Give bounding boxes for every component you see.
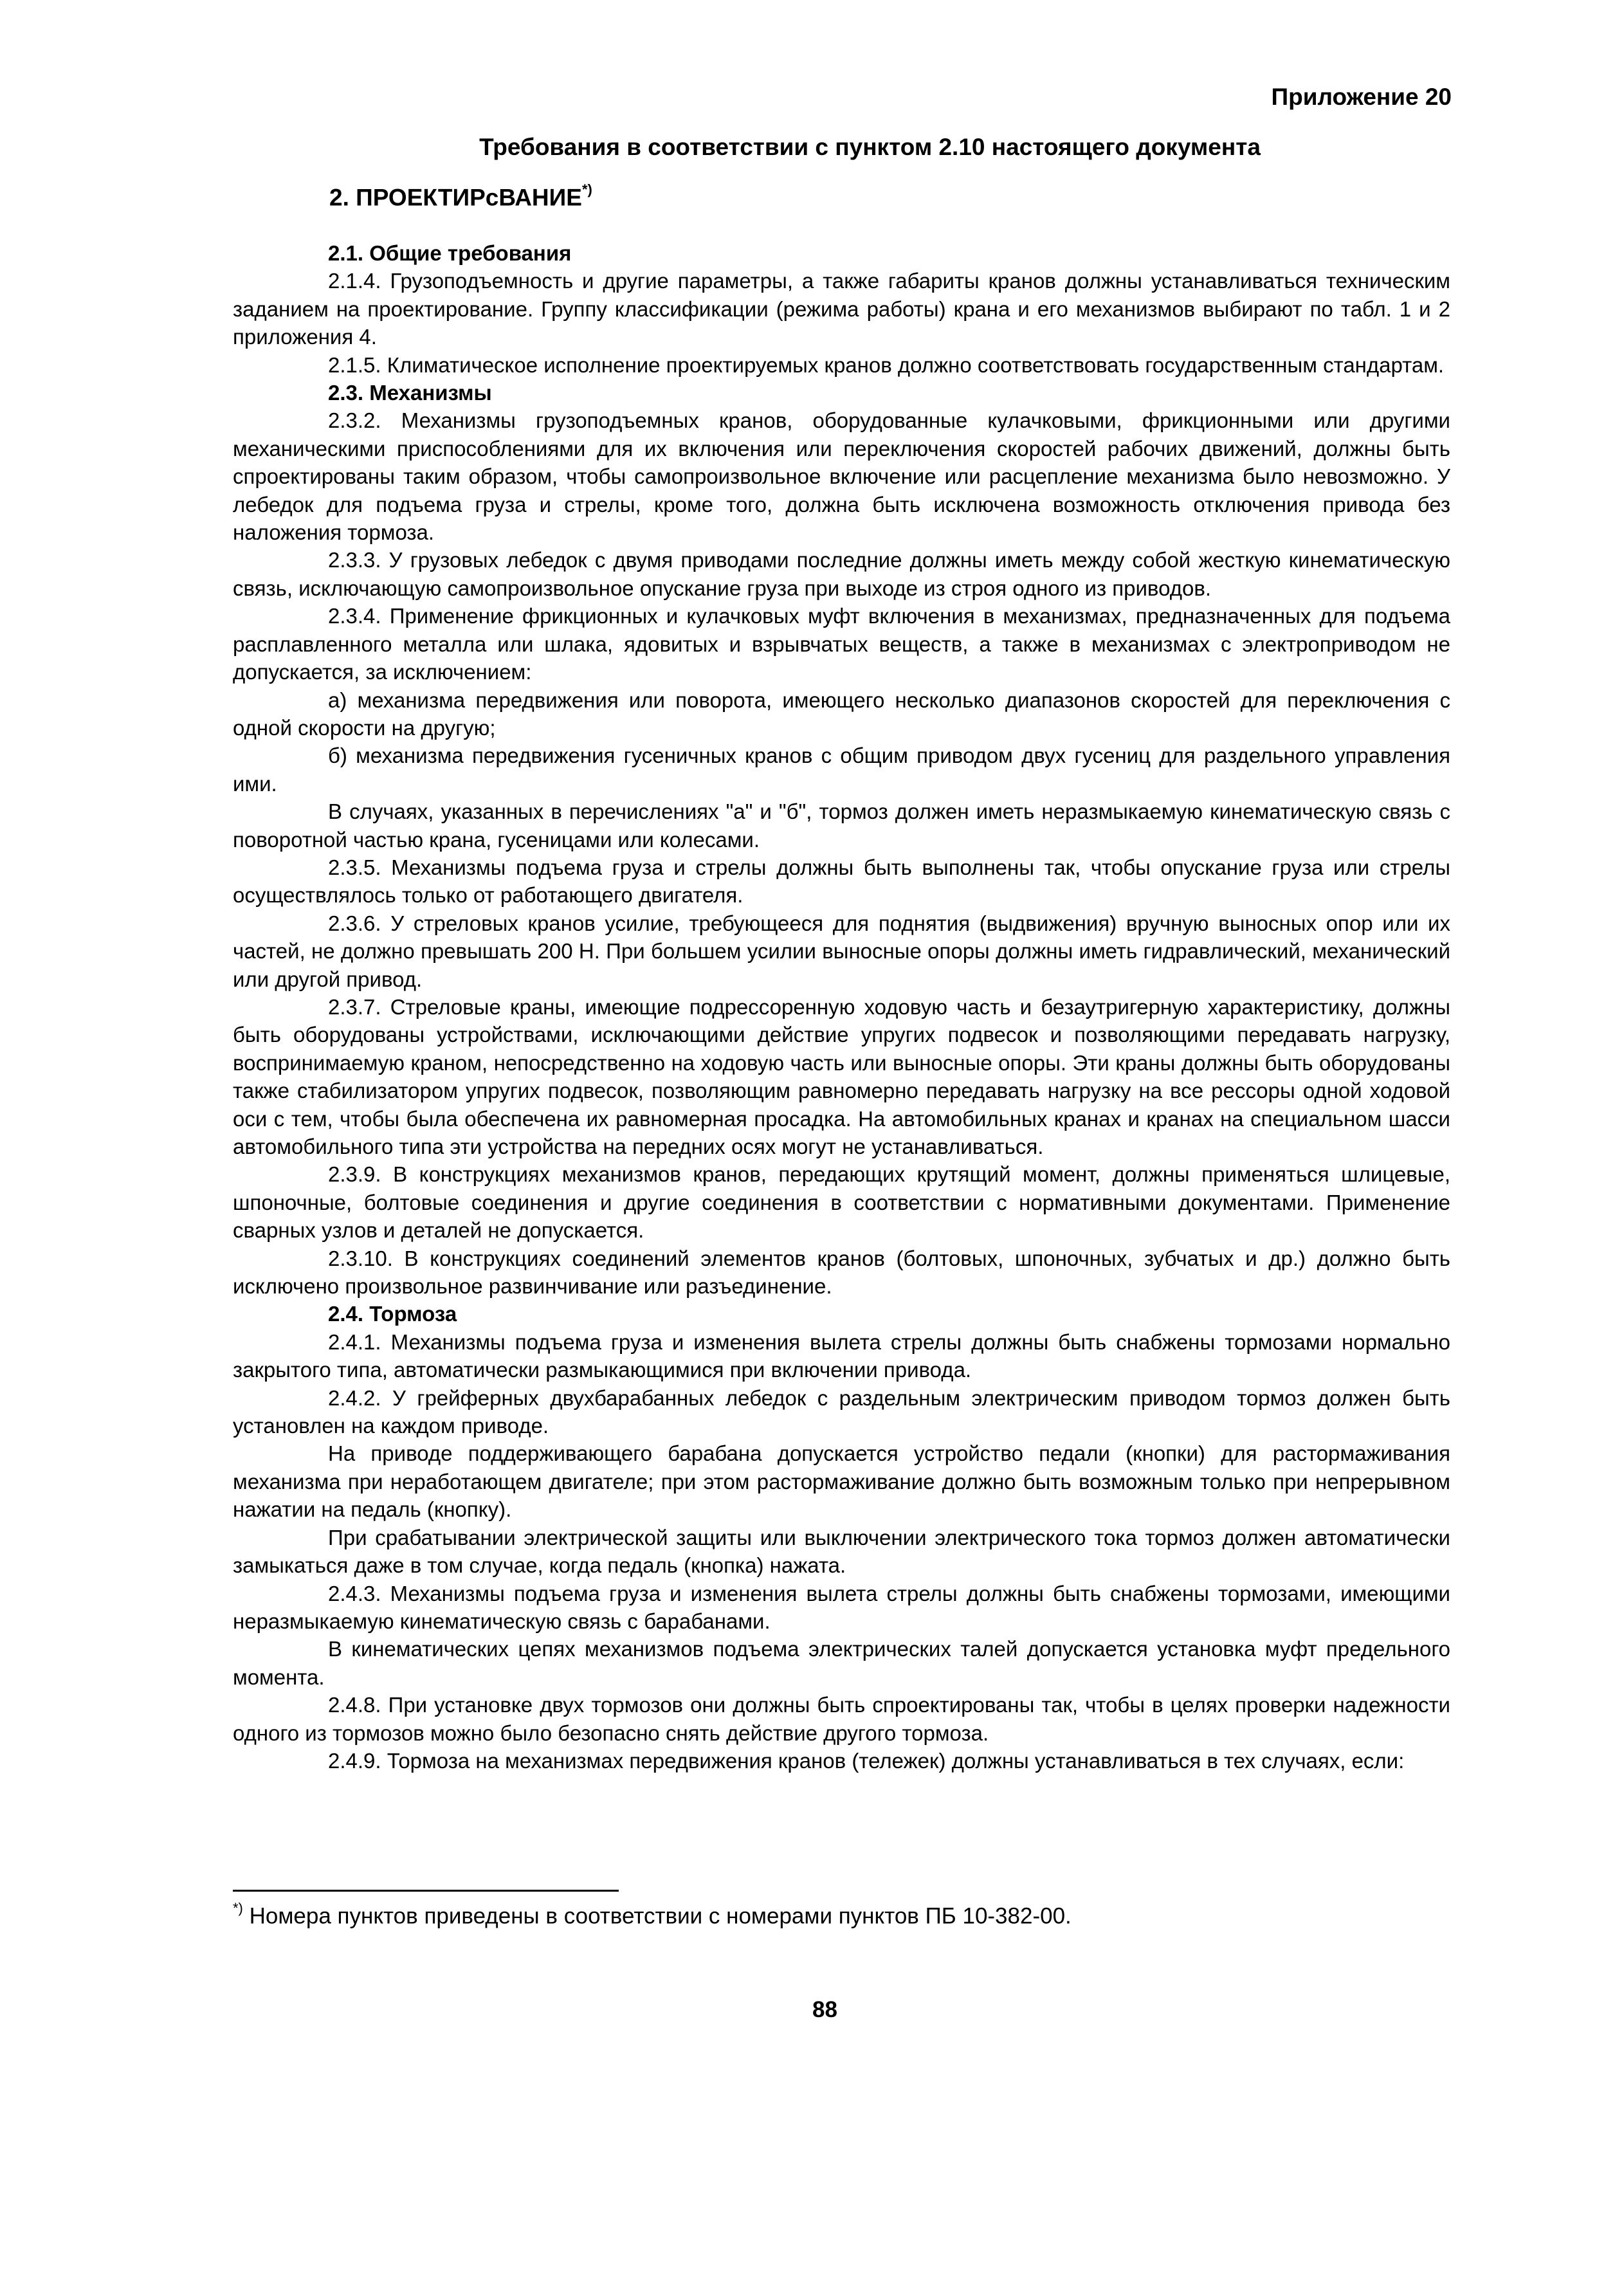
paragraph: 2.1.5. Климатическое исполнение проектируемых кранов должно соответствовать государственным стандартам. bbox=[328, 352, 1445, 377]
section-heading: 2.1. Общие требования bbox=[328, 241, 572, 265]
section-heading: 2.4. Тормоза bbox=[328, 1302, 457, 1326]
footnote-text: Номера пунктов приведены в соответствии с номерами пунктов ПБ 10-382-00. bbox=[242, 1903, 1072, 1929]
paragraph: 2.3.10. В конструкциях соединений элементов кранов (болтовых, шпоночных, зубчатых и др.) должно быть исключено произвольное развинчивание или разъединение. bbox=[233, 1246, 1450, 1299]
paragraph: На приводе поддерживающего барабана допускается устройство педали (кнопки) для растормаживания механизма при неработающем двигателе; при этом растормаживание должно быть возможным только при непрерывном нажатии на педаль (кнопку). bbox=[233, 1441, 1450, 1522]
paragraph: 2.3.3. У грузовых лебедок с двумя приводами последние должны иметь между собой жесткую кинематическую связь, исключающую самопроизвольное опускание груза при выходе из строя одного из приводов. bbox=[233, 548, 1450, 600]
paragraph: 2.1.4. Грузоподъемность и другие параметры, а также габариты кранов должны устанавливаться техническим заданием на проектирование. Группу классификации (режима работы) крана и его механизмов выбирают по табл. 1 и 2 приложения 4. bbox=[233, 269, 1450, 349]
paragraph: 2.4.2. У грейферных двухбарабанных лебедок с раздельным электрическим приводом тормоз должен быть установлен на каждом приводе. bbox=[233, 1385, 1450, 1438]
paragraph: В случаях, указанных в перечислениях "а" и "б", тормоз должен иметь неразмыкаемую кинематическую связь с поворотной частью крана, гусеницами или колесами. bbox=[233, 799, 1450, 852]
page-number: 88 bbox=[812, 1997, 837, 2022]
paragraph: 2.3.6. У стреловых кранов усилие, требующееся для поднятия (выдвижения) вручную выносных опор или их частей, не должно превышать 200 Н. При большем усилии выносные опоры должны иметь гидравлический, механический или другой привод. bbox=[233, 911, 1450, 991]
footnote-reference: *) bbox=[581, 181, 592, 197]
paragraph: В кинематических цепях механизмов подъема электрических талей допускается установка муфт предельного момента. bbox=[233, 1637, 1450, 1689]
paragraph: При срабатывании электрической защиты или выключении электрического тока тормоз должен автоматически замыкаться даже в том случае, когда педаль (кнопка) нажата. bbox=[233, 1525, 1450, 1578]
footnote-mark: *) bbox=[233, 1900, 243, 1916]
document-body bbox=[233, 239, 1450, 1775]
paragraph: а) механизма передвижения или поворота, имеющего несколько диапазонов скоростей для переключения с одной скорости на другую; bbox=[233, 688, 1450, 740]
requirements-title: Требования в соответствии с пунктом 2.10 настоящего документа bbox=[479, 134, 1261, 160]
paragraph: 2.3.2. Механизмы грузоподъемных кранов, оборудованные кулачковыми, фрикционными или другими механическими приспособлениями для их включения или переключения скоростей рабочих движений, должны быть спроектированы таким образом, чтобы самопроизвольное включение или расцепление механизма было невозможно. У лебедок для подъема груза и стрелы, кроме того, должна быть исключена возможность отключения привода без наложения тормоза. bbox=[233, 408, 1450, 545]
footnote-divider bbox=[233, 1890, 619, 1892]
paragraph: 2.3.9. В конструкциях механизмов кранов, передающих крутящий момент, должны применяться шлицевые, шпоночные, болтовые соединения и другие соединения в соответствии с нормативными документами. Применение сварных узлов и деталей не допускается. bbox=[233, 1162, 1450, 1243]
paragraph: 2.3.5. Механизмы подъема груза и стрелы должны быть выполнены так, чтобы опускание груза или стрелы осуществлялось только от работающего двигателя. bbox=[233, 855, 1450, 908]
section-heading: 2.3. Механизмы bbox=[328, 381, 492, 405]
paragraph: б) механизма передвижения гусеничных кранов с общим приводом двух гусениц для раздельного управления ими. bbox=[233, 744, 1450, 796]
section-title-text: 2. ПРОЕКТИРсВАНИЕ bbox=[329, 184, 582, 211]
paragraph: 2.3.7. Стреловые краны, имеющие подрессоренную ходовую часть и безаутригерную характеристику, должны быть оборудованы устройствами, исключающими действие упругих подвесок и позволяющими передавать нагрузку, воспринимаемую краном, непосредственно на ходовую часть или выносные опоры. Эти краны должны быть оборудованы также стабилизатором упругих подвесок, позволяющим равномерно передавать нагрузку на все рессоры одной ходовой оси с тем, чтобы была обеспечена их равномерная просадка. На автомобильных кранах и кранах на специальном шасси автомобильного типа эти устройства на передних осях могут не устанавливаться. bbox=[233, 994, 1450, 1158]
paragraph: 2.3.4. Применение фрикционных и кулачковых муфт включения в механизмах, предназначенных для подъема расплавленного металла или шлака, ядовитых и взрывчатых веществ, а также в механизмах с электроприводом не допускается, за исключением: bbox=[233, 604, 1450, 684]
paragraph: 2.4.9. Тормоза на механизмах передвижения кранов (тележек) должны устанавливаться в тех случаях, если: bbox=[328, 1748, 1405, 1773]
paragraph: 2.4.1. Механизмы подъема груза и изменения вылета стрелы должны быть снабжены тормозами нормально закрытого типа, автоматически размыкающимися при включении привода. bbox=[233, 1329, 1450, 1382]
paragraph: 2.4.3. Механизмы подъема груза и изменения вылета стрелы должны быть снабжены тормозами, имеющими неразмыкаемую кинематическую связь с барабанами. bbox=[233, 1581, 1450, 1633]
paragraph: 2.4.8. При установке двух тормозов они должны быть спроектированы так, чтобы в целях проверки надежности одного из тормозов можно было безопасно снять действие другого тормоза. bbox=[233, 1693, 1450, 1745]
section-title bbox=[329, 181, 592, 211]
appendix-label: Приложение 20 bbox=[1271, 84, 1452, 110]
footnote bbox=[233, 1900, 1072, 1930]
